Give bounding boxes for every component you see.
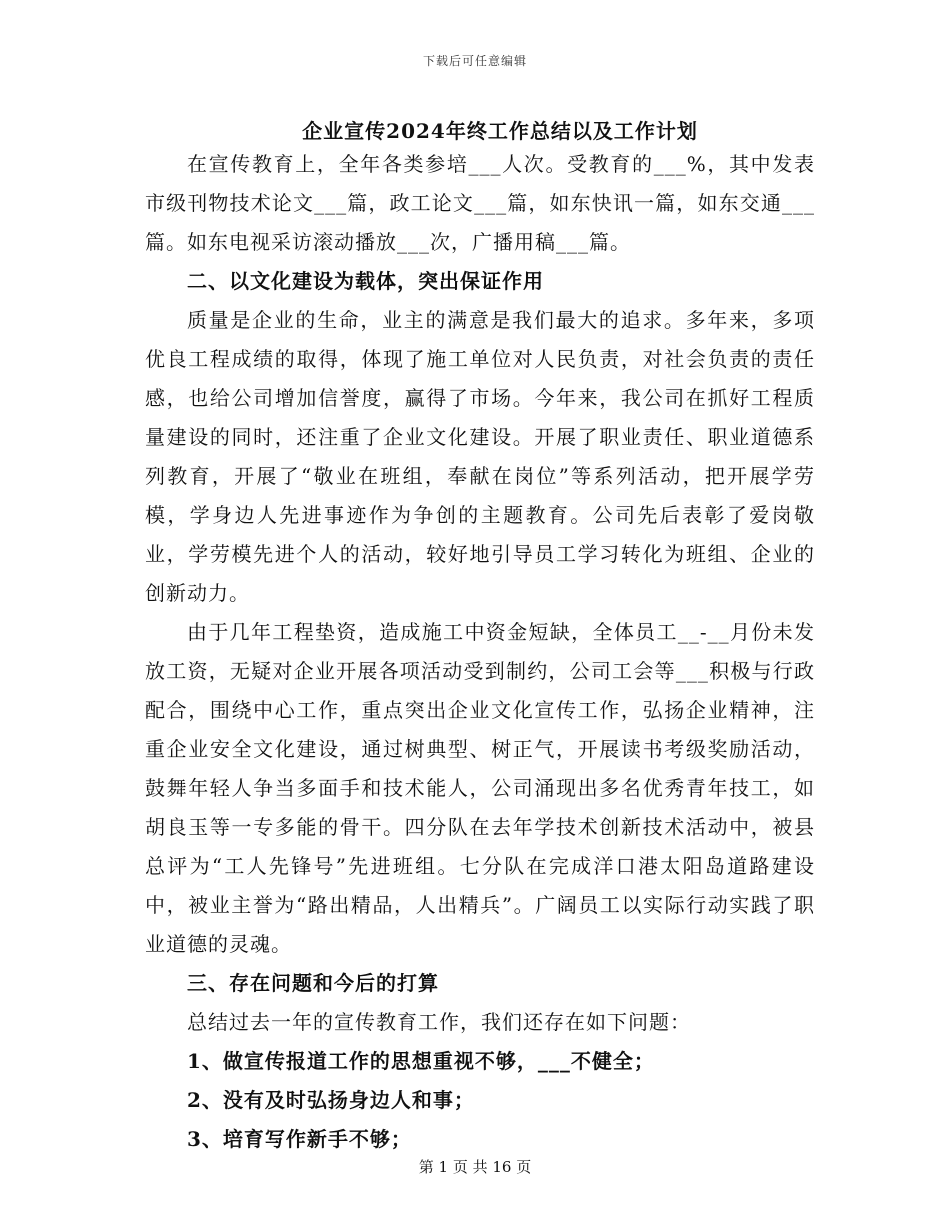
problem-item-1: 1、做宣传报道工作的思想重视不够，___不健全； [187,1049,655,1073]
page-number: 第 1 页 共 16 页 [418,1158,532,1176]
problem-item-2: 2、没有及时弘扬身边人和事； [187,1088,475,1112]
paragraph-funding-activities: 由于几年工程垫资，造成施工中资金短缺，全体员工__-__月份未发放工资，无疑对企业开展各项活动受到制约，公司工会等___积极与行政配合，围绕中心工作，重点突出企业文化宣传工作，弘扬企业精神，注重企业安全文化建设，通过树典型、树正气，开展读书考级奖励活动，鼓舞年轻人争当多面手和技术能人，公司涌现出多名优秀青年技工，如胡良玉等一专多能的骨干。四分队在去年学技术创新技术活动中，被县总评为“工人先锋号”先进班组。七分队在完成洋口港太阳岛道路建设中，被业主誉为“路出精品，人出精兵”。广阔员工以实际行动实践了职业道德的灵魂。 [145,620,815,956]
section-heading-culture: 二、以文化建设为载体，突出保证作用 [187,269,544,293]
page-header-note: 下载后可任意编辑 [422,54,527,68]
paragraph-training-stats: 在宣传教育上，全年各类参培___人次。受教育的___%，其中发表市级刊物技术论文___篇，政工论文___篇，如东快讯一篇，如东交通___篇。如东电视采访滚动播放___次，广播用稿___篇。 [145,152,815,254]
paragraph-quality-culture: 质量是企业的生命，业主的满意是我们最大的追求。多年来，多项优良工程成绩的取得，体现了施工单位对人民负责，对社会负责的责任感，也给公司增加信誉度，赢得了市场。今年来，我公司在抓好工程质量建设的同时，还注重了企业文化建设。开展了职业责任、职业道德系列教育，开展了“敬业在班组，奉献在岗位”等系列活动，把开展学劳模，学身边人先进事迹作为争创的主题教育。公司先后表彰了爱岗敬业，学劳模先进个人的活动，较好地引导员工学习转化为班组、企业的创新动力。 [145,308,815,605]
document-title: 企业宣传2024年终工作总结以及工作计划 [302,119,698,143]
problem-item-3: 3、培育写作新手不够； [187,1127,412,1151]
document-body [145,145,815,1159]
paragraph-problems-intro: 总结过去一年的宣传教育工作，我们还存在如下问题： [187,1010,691,1034]
section-heading-problems: 三、存在问题和今后的打算 [187,971,439,995]
